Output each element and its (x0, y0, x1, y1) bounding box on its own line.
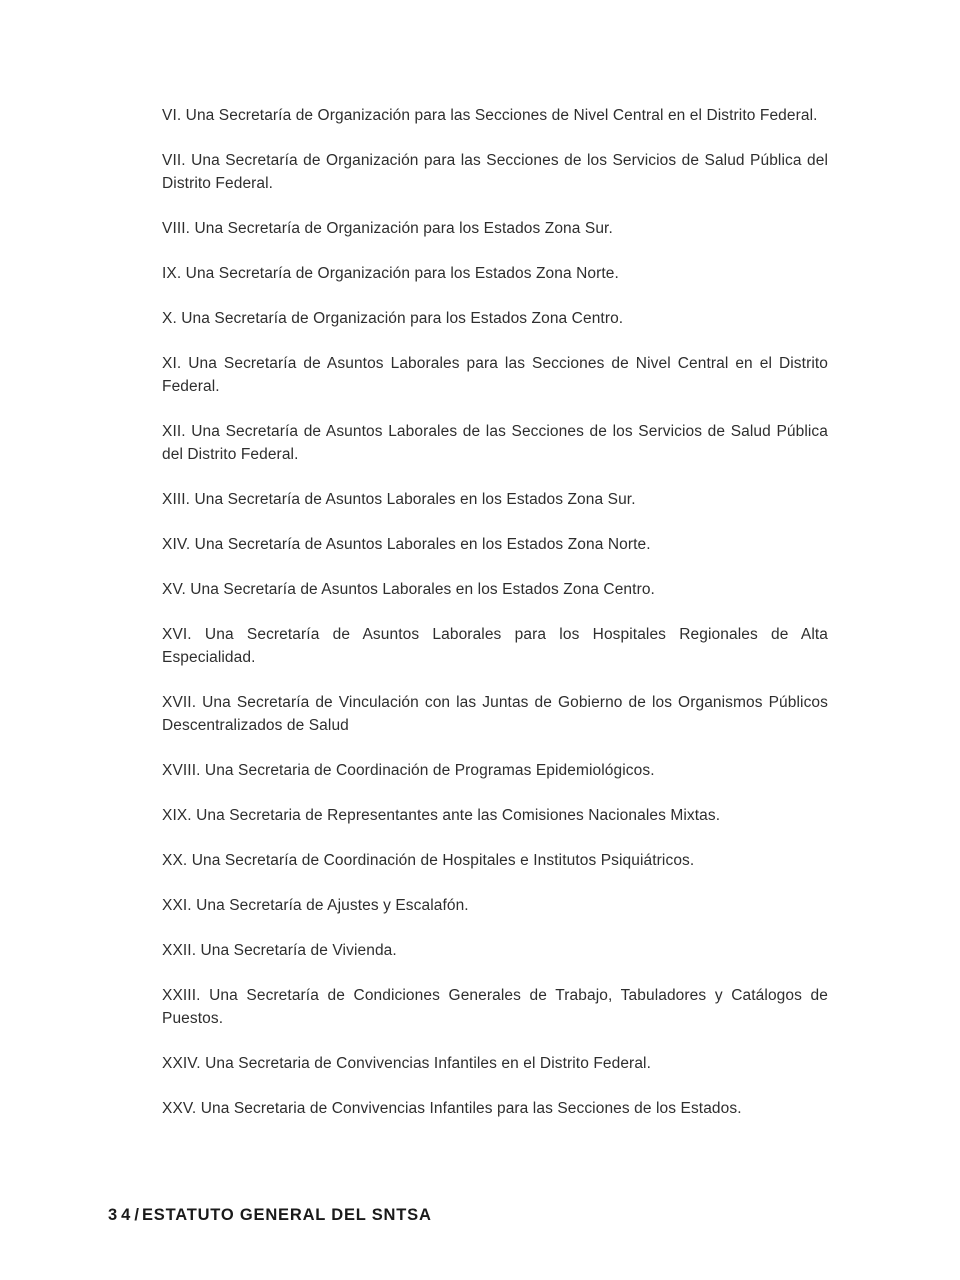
statute-item-vii: VII. Una Secretaría de Organización para las Secciones de los Servicios de Salud Pública del Distrito Federal. (162, 152, 828, 192)
statute-item-xv: XV. Una Secretaría de Asuntos Laborales en los Estados Zona Centro. (162, 581, 655, 598)
statute-item-xx: XX. Una Secretaría de Coordinación de Hospitales e Institutos Psiquiátricos. (162, 852, 695, 869)
statute-item-xvii: XVII. Una Secretaría de Vinculación con las Juntas de Gobierno de los Organismos Públicos Descentralizados de Salud (162, 694, 828, 734)
statute-item-x: X. Una Secretaría de Organización para los Estados Zona Centro. (162, 310, 624, 327)
statute-item-xxiv: XXIV. Una Secretaria de Convivencias Infantiles en el Distrito Federal. (162, 1055, 651, 1072)
statute-item-xix: XIX. Una Secretaria de Representantes ante las Comisiones Nacionales Mixtas. (162, 807, 721, 824)
statute-list (162, 104, 828, 1120)
footer-title: ESTATUTO GENERAL DEL SNTSA (141, 1206, 432, 1224)
statute-item-xiv: XIV. Una Secretaría de Asuntos Laborales en los Estados Zona Norte. (162, 536, 651, 553)
statute-item-xiii: XIII. Una Secretaría de Asuntos Laborales en los Estados Zona Sur. (162, 491, 636, 508)
footer-separator: / (134, 1206, 139, 1224)
statute-item-xii: XII. Una Secretaría de Asuntos Laborales de las Secciones de los Servicios de Salud Pública del Distrito Federal. (162, 423, 828, 463)
statute-item-xxii: XXII. Una Secretaría de Vivienda. (162, 942, 397, 959)
statute-item-viii: VIII. Una Secretaría de Organización para los Estados Zona Sur. (162, 220, 613, 237)
page-footer (108, 1205, 432, 1225)
statute-item-xvi: XVI. Una Secretaría de Asuntos Laborales para los Hospitales Regionales de Alta Especialidad. (162, 626, 828, 666)
statute-item-xxiii: XXIII. Una Secretaría de Condiciones Generales de Trabajo, Tabuladores y Catálogos de Puestos. (162, 987, 828, 1027)
statute-item-xxi: XXI. Una Secretaría de Ajustes y Escalafón. (162, 897, 469, 914)
statute-item-xi: XI. Una Secretaría de Asuntos Laborales para las Secciones de Nivel Central en el Distrito Federal. (162, 355, 828, 395)
page-number: 34 (108, 1206, 135, 1224)
statute-item-vi: VI. Una Secretaría de Organización para las Secciones de Nivel Central en el Distrito Federal. (162, 107, 818, 124)
statute-item-ix: IX. Una Secretaría de Organización para los Estados Zona Norte. (162, 265, 619, 282)
statute-item-xxv: XXV. Una Secretaria de Convivencias Infantiles para las Secciones de los Estados. (162, 1100, 742, 1117)
statute-item-xviii: XVIII. Una Secretaria de Coordinación de Programas Epidemiológicos. (162, 762, 655, 779)
